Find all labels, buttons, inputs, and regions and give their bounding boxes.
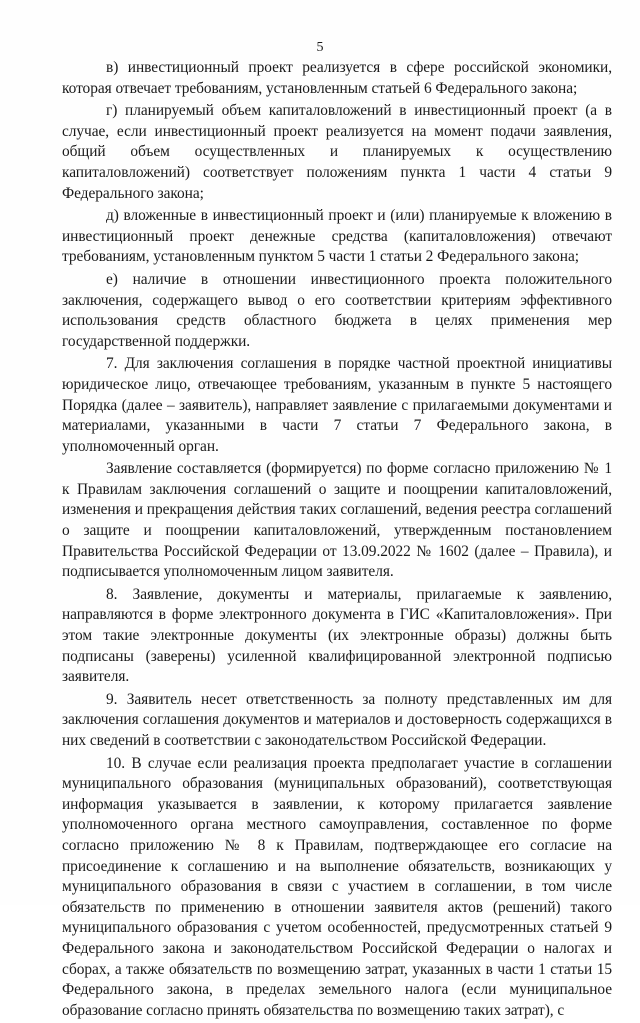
paragraph-subitem-d: д) вложенные в инвестиционный проект и (или) планируемые к вложению в инвестиционный проект денежные средства (капиталовложения) отвечают требованиям, установленным пунктом 5 части 1 статьи 2 Федерального закона; — [62, 207, 612, 266]
paragraph-item-10: 10. В случае если реализация проекта предполагает участие в соглашении муниципального образования (муниципальных образований), соответствующая информация указывается в заявлении, к которому прилагается заявление уполномоченного органа местного самоуправления, составленное по форме согласно приложению № 8 к Правилам, подтверждающее его согласие на присоединение к соглашению и на выполнение обязательств, возникающих у муниципального образования в связи с участием в соглашении, в том числе обязательств по применению в отношении заявителя актов (решений) такого муниципального образования с учетом особенностей, предусмотренных статьей 9 Федерального закона и законодательством Российской Федерации о налогах и сборах, а также обязательств по возмещению затрат, указанных в части 1 статьи 15 Федерального закона, в пределах земельного налога (если муниципальное образование согласно принять обязательства по возмещению таких затрат), с — [62, 754, 612, 1019]
paragraph-item-9: 9. Заявитель несет ответственность за полноту представленных им для заключения соглашения документов и материалов и достоверность содержащихся в них сведений в соответствии с законодательством Российской Федерации. — [62, 690, 612, 749]
page-number: 5 — [316, 40, 324, 55]
paragraph-item-7: 7. Для заключения соглашения в порядке частной проектной инициативы юридическое лицо, отвечающее требованиям, указанным в пункте 5 настоящего Порядка (далее – заявитель), направляет заявление с прилагаемыми документами и материалами, указанными в части 7 статьи 7 Федерального закона, в уполномоченный орган. — [62, 355, 612, 455]
paragraph-subitem-v: в) инвестиционный проект реализуется в сфере российской экономики, которая отвечает требованиям, установленным статьей 6 Федерального закона; — [62, 59, 612, 97]
paragraph-item-8: 8. Заявление, документы и материалы, прилагаемые к заявлению, направляются в форме электронного документа в ГИС «Капиталовложения». При этом такие электронные документы (их электронные образы) должны быть подписаны (заверены) усиленной квалифицированной электронной подписью заявителя. — [62, 585, 612, 686]
paragraph-application-form: Заявление составляется (формируется) по форме согласно приложению № 1 к Правилам заключения соглашений о защите и поощрении капиталовложений, изменения и прекращения действия таких соглашений, ведения реестра соглашений о защите и поощрении капиталовложений, утвержденным постановлением Правительства Российской Федерации от 13.09.2022 № 1602 (далее – Правила), и подписывается уполномоченным лицом заявителя. — [62, 460, 612, 581]
paragraph-subitem-e: е) наличие в отношении инвестиционного проекта положительного заключения, содержащего вывод о его соответствии критериям эффективного использования средств областного бюджета в целях применения мер государственной поддержки. — [62, 270, 612, 350]
document-body — [62, 58, 612, 1023]
paragraph-subitem-g: г) планируемый объем капиталовложений в инвестиционный проект (а в случае, если инвестиционный проект реализуется на момент подачи заявления, общий объем осуществленных и планируемых к осуществлению капиталовложений) соответствует положениям пункта 1 части 4 статьи 9 Федерального закона; — [62, 102, 612, 202]
